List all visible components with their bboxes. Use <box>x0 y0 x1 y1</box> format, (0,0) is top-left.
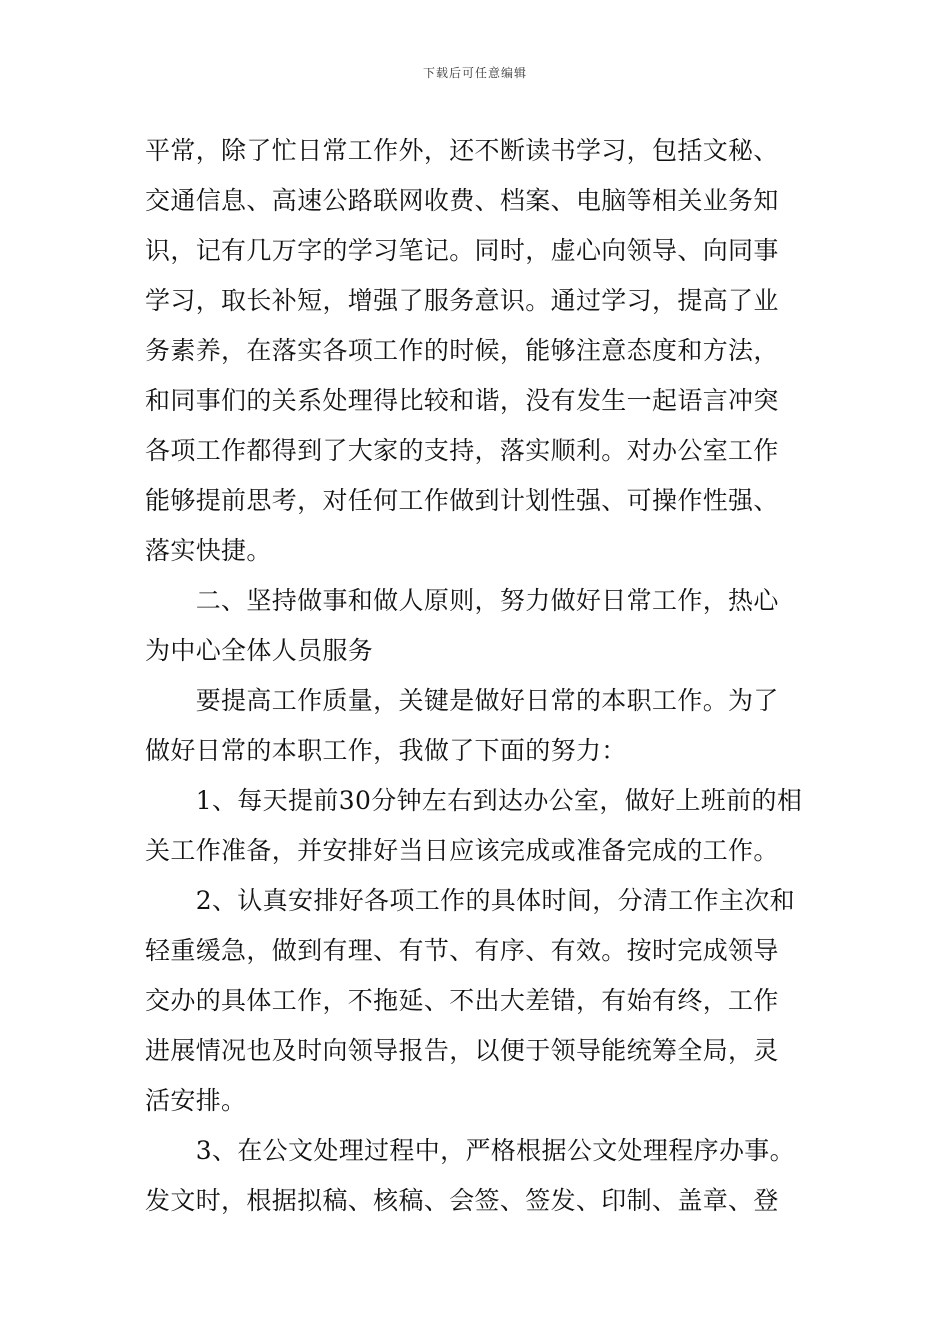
text-line: 落实快捷。 <box>145 536 272 565</box>
text-line: 和同事们的关系处理得比较和谐，没有发生一起语言冲突 <box>145 386 779 415</box>
list-item-line: 活安排。 <box>145 1086 247 1115</box>
text-line: 识，记有几万字的学习笔记。同时，虚心向领导、向同事 <box>145 236 779 265</box>
text-line: 各项工作都得到了大家的支持，落实顺利。对办公室工作 <box>145 436 779 465</box>
text-line: 能够提前思考，对任何工作做到计划性强、可操作性强、 <box>145 486 779 515</box>
document-body <box>145 126 810 1226</box>
list-item-line: 发文时，根据拟稿、核稿、会签、签发、印制、盖章、登 <box>145 1186 779 1215</box>
text-line: 做好日常的本职工作，我做了下面的努力： <box>145 736 627 765</box>
text-line: 交通信息、高速公路联网收费、档案、电脑等相关业务知 <box>145 186 779 215</box>
list-item-line: 轻重缓急，做到有理、有节、有序、有效。按时完成领导 <box>145 936 779 965</box>
text-line: 要提高工作质量，关键是做好日常的本职工作。为了 <box>145 686 779 715</box>
list-item-line: 进展情况也及时向领导报告，以便于领导能统筹全局，灵 <box>145 1036 779 1065</box>
section-heading-line: 二、坚持做事和做人原则，努力做好日常工作，热心 <box>145 586 779 615</box>
list-item-line: 2、认真安排好各项工作的具体时间，分清工作主次和 <box>145 886 796 915</box>
section-heading-line: 为中心全体人员服务 <box>145 636 374 665</box>
page-header: 下载后可任意编辑 <box>422 66 527 80</box>
text-line: 平常，除了忙日常工作外，还不断读书学习，包括文秘、 <box>145 136 779 165</box>
list-item-line: 1、每天提前30分钟左右到达办公室，做好上班前的相 <box>145 786 803 815</box>
list-item-line: 关工作准备，并安排好当日应该完成或准备完成的工作。 <box>145 836 779 865</box>
text-line: 务素养，在落实各项工作的时候，能够注意态度和方法， <box>145 336 779 365</box>
list-item-line: 3、在公文处理过程中，严格根据公文处理程序办事。 <box>145 1136 796 1165</box>
text-line: 学习，取长补短，增强了服务意识。通过学习，提高了业 <box>145 286 779 315</box>
list-item-line: 交办的具体工作，不拖延、不出大差错，有始有终，工作 <box>145 986 779 1015</box>
